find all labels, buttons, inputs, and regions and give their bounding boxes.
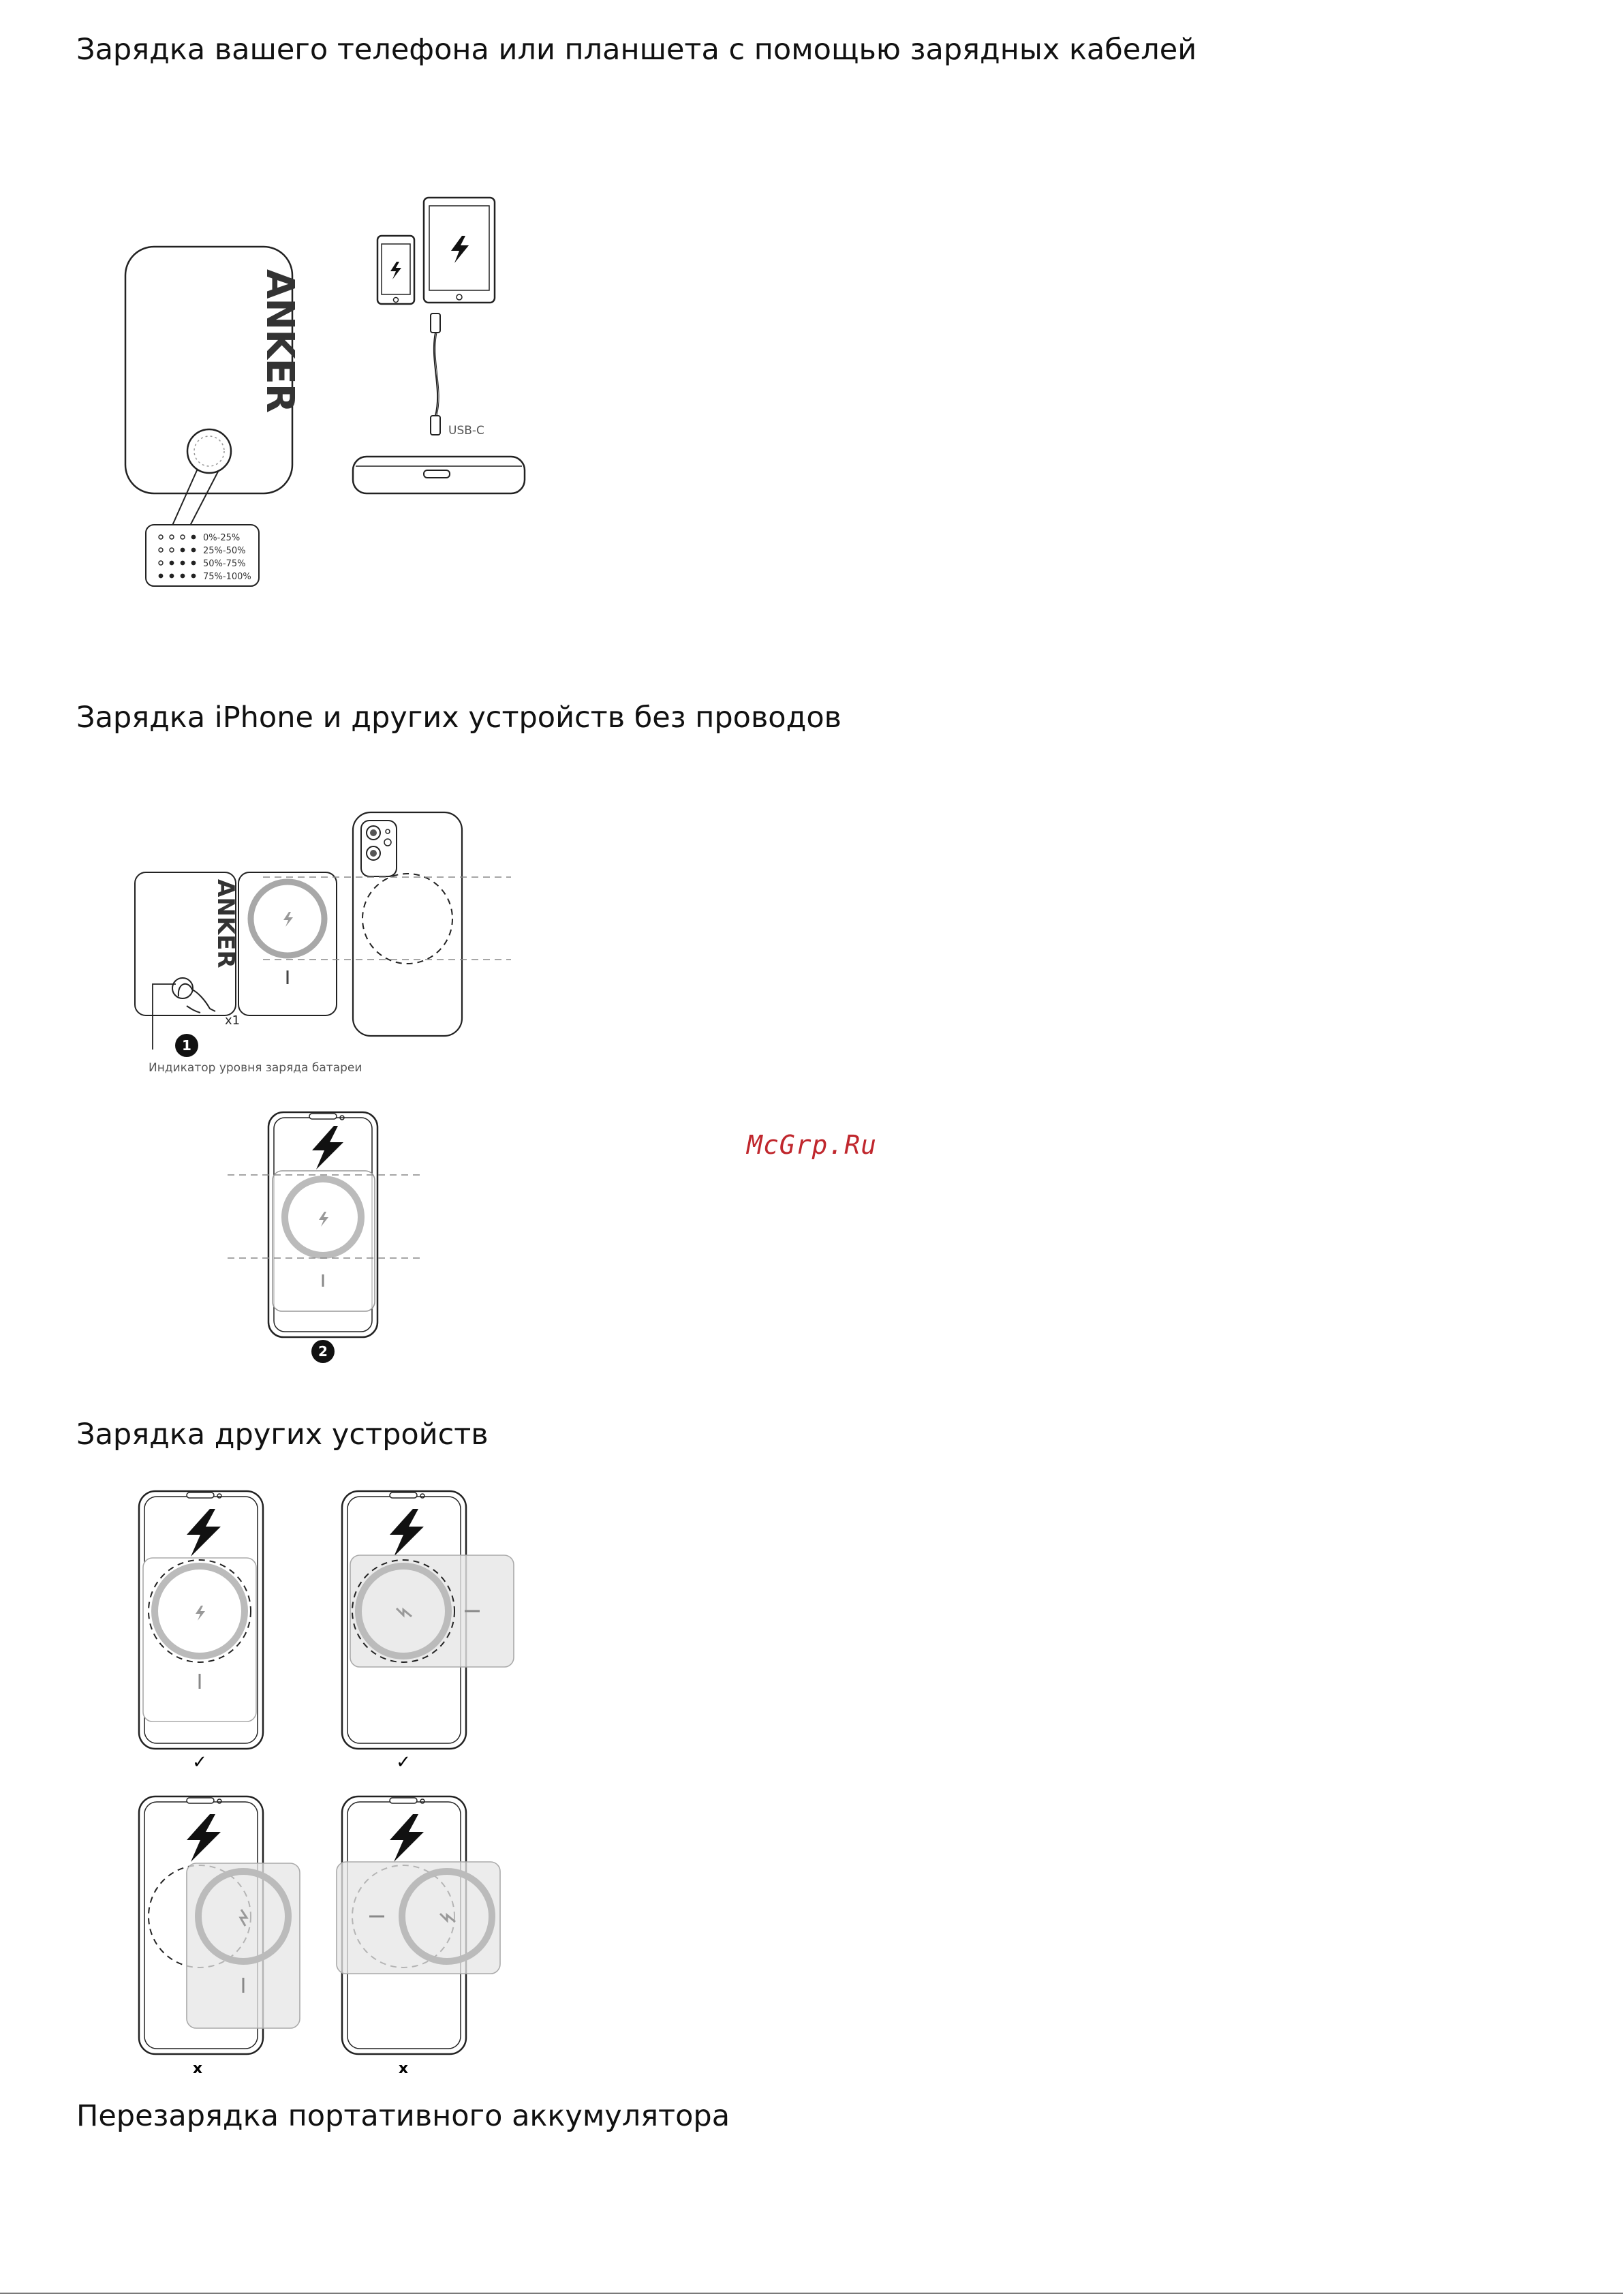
- section-title-other-devices: Зарядка других устройств: [76, 1418, 489, 1452]
- usb-c-port-icon: [424, 470, 450, 478]
- anker-logo: ANKER: [258, 269, 302, 412]
- alignment-examples-illustration: [129, 1486, 538, 2085]
- lightning-icon: [390, 1509, 424, 1557]
- battery-indicator-label: Индикатор уровня заряда батареи: [149, 1061, 362, 1075]
- alignment-example-correct-2: [342, 1491, 514, 1773]
- led-level-4: 75%-100%: [203, 572, 251, 582]
- lightning-icon: [451, 236, 469, 263]
- lightning-icon: [390, 1814, 424, 1862]
- finger-icon: [179, 984, 215, 1011]
- wrong-mark: x: [192, 2060, 203, 2077]
- svg-text:1: 1: [182, 1037, 191, 1054]
- led-level-2: 25%-50%: [203, 546, 246, 556]
- led-level-1: 0%-25%: [203, 533, 241, 543]
- iphone-back: [353, 812, 462, 1036]
- wrong-mark: x: [398, 2060, 409, 2077]
- usb-c-connector: [431, 416, 440, 435]
- power-bank-back: [238, 872, 337, 1015]
- section-title-wireless-charging: Зарядка iPhone и других устройств без проводов: [76, 701, 841, 735]
- lightning-icon: [187, 1509, 221, 1557]
- wireless-charging-step1-illustration: [129, 804, 525, 1077]
- svg-text:2: 2: [318, 1343, 328, 1360]
- usb-c-label: USB-C: [448, 424, 484, 438]
- lightning-icon: [283, 912, 293, 927]
- led-level-3: 50%-75%: [203, 559, 246, 569]
- section-title-recharge: Перезарядка портативного аккумулятора: [76, 2099, 730, 2133]
- alignment-example-wrong-2: [337, 1796, 500, 2077]
- cable-charging-illustration: [116, 191, 552, 600]
- anker-logo: ANKER: [212, 879, 239, 968]
- lightning-icon: [312, 1126, 343, 1169]
- press-count: x1: [225, 1013, 241, 1028]
- correct-mark: ✓: [192, 1752, 207, 1773]
- power-button-icon: [172, 978, 193, 998]
- correct-mark: ✓: [396, 1752, 411, 1773]
- power-bank-attached: [273, 1171, 375, 1311]
- power-bank-side-view: [353, 457, 525, 493]
- cable-connector-top: [431, 313, 440, 333]
- lightning-icon: [187, 1814, 221, 1862]
- charging-zone: [362, 874, 452, 964]
- alignment-example-correct-1: [139, 1491, 263, 1773]
- page-bottom-rule: [0, 2293, 1623, 2294]
- lightning-icon: [390, 262, 401, 279]
- wireless-charging-step2-illustration: [225, 1109, 422, 1370]
- section-title-cable-charging: Зарядка вашего телефона или планшета с помощью зарядных кабелей: [76, 33, 1197, 67]
- alignment-example-wrong-1: [139, 1796, 300, 2077]
- watermark: McGrp.Ru: [747, 1130, 878, 1160]
